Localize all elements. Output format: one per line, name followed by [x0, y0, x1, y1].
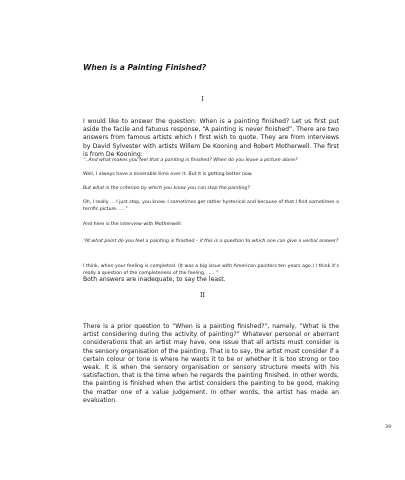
intro-paragraph: I would like to answer the question: When is a painting finished? Let us first put aside the facile and fatuous response, “A painting is never finished”. There are two answers from famous artists which I first wish to quote. They are from interviews by David Sylvester with artists Willem De Kooning and Robert Motherwell. The first is from De Kooning: [83, 118, 339, 158]
page-number: 39 [385, 425, 391, 430]
both-answers-paragraph: Both answers are inadequate, to say the least. [83, 276, 226, 283]
section-number-1: I [201, 95, 204, 103]
section-number-2: II [199, 291, 206, 299]
interview-question-2: But what is the criterion by which you know you can stop the painting? [83, 186, 250, 191]
document-title: When is a Painting Finished? [83, 63, 207, 72]
interview-answer-1: Well, I always have a miserable time over it. But it is getting better now. [83, 172, 253, 177]
interview-intro-motherwell: And here is the interview with Motherwell: [83, 222, 183, 227]
interview-answer-2: Oh, I really … I just stop, you know. I sometimes get rather hysterical and because of that I find sometimes a terrific picture. ….” [83, 200, 339, 213]
interview-question-3: “At what point do you feel a painting is finished – if this is a question to which one can give a verbal answer? [83, 239, 339, 244]
prior-question-paragraph: There is a prior question to “When is a painting finished?”, namely, “What is the artist considering during the activity of painting?” Whatever personal or aberrant considerations that an artist may have, one issue that all artists must consider is the sensory organisation of the painting. That is to say, the artist must consider if a certain colour or tone is where he wants it to be or whether it is too strong or too weak. It is when the sensory organisation or sensory structure meets with his satisfaction, that is the time when he regards the painting finished. In other words, the painting is finished when the artist considers the painting to be good, making the matter one of a value judgement. In other words, the artist has made an evaluation. [83, 323, 339, 404]
interview-answer-3: I think, when your feeling is completed. (It was a big issue with American painters ten years ago.) I think it’s really a question of the completeness of the feeling. ….. ” [83, 264, 339, 277]
interview-question-1: “..And what makes you feel that a painting is finished? When do you leave a picture alone? [83, 158, 298, 163]
